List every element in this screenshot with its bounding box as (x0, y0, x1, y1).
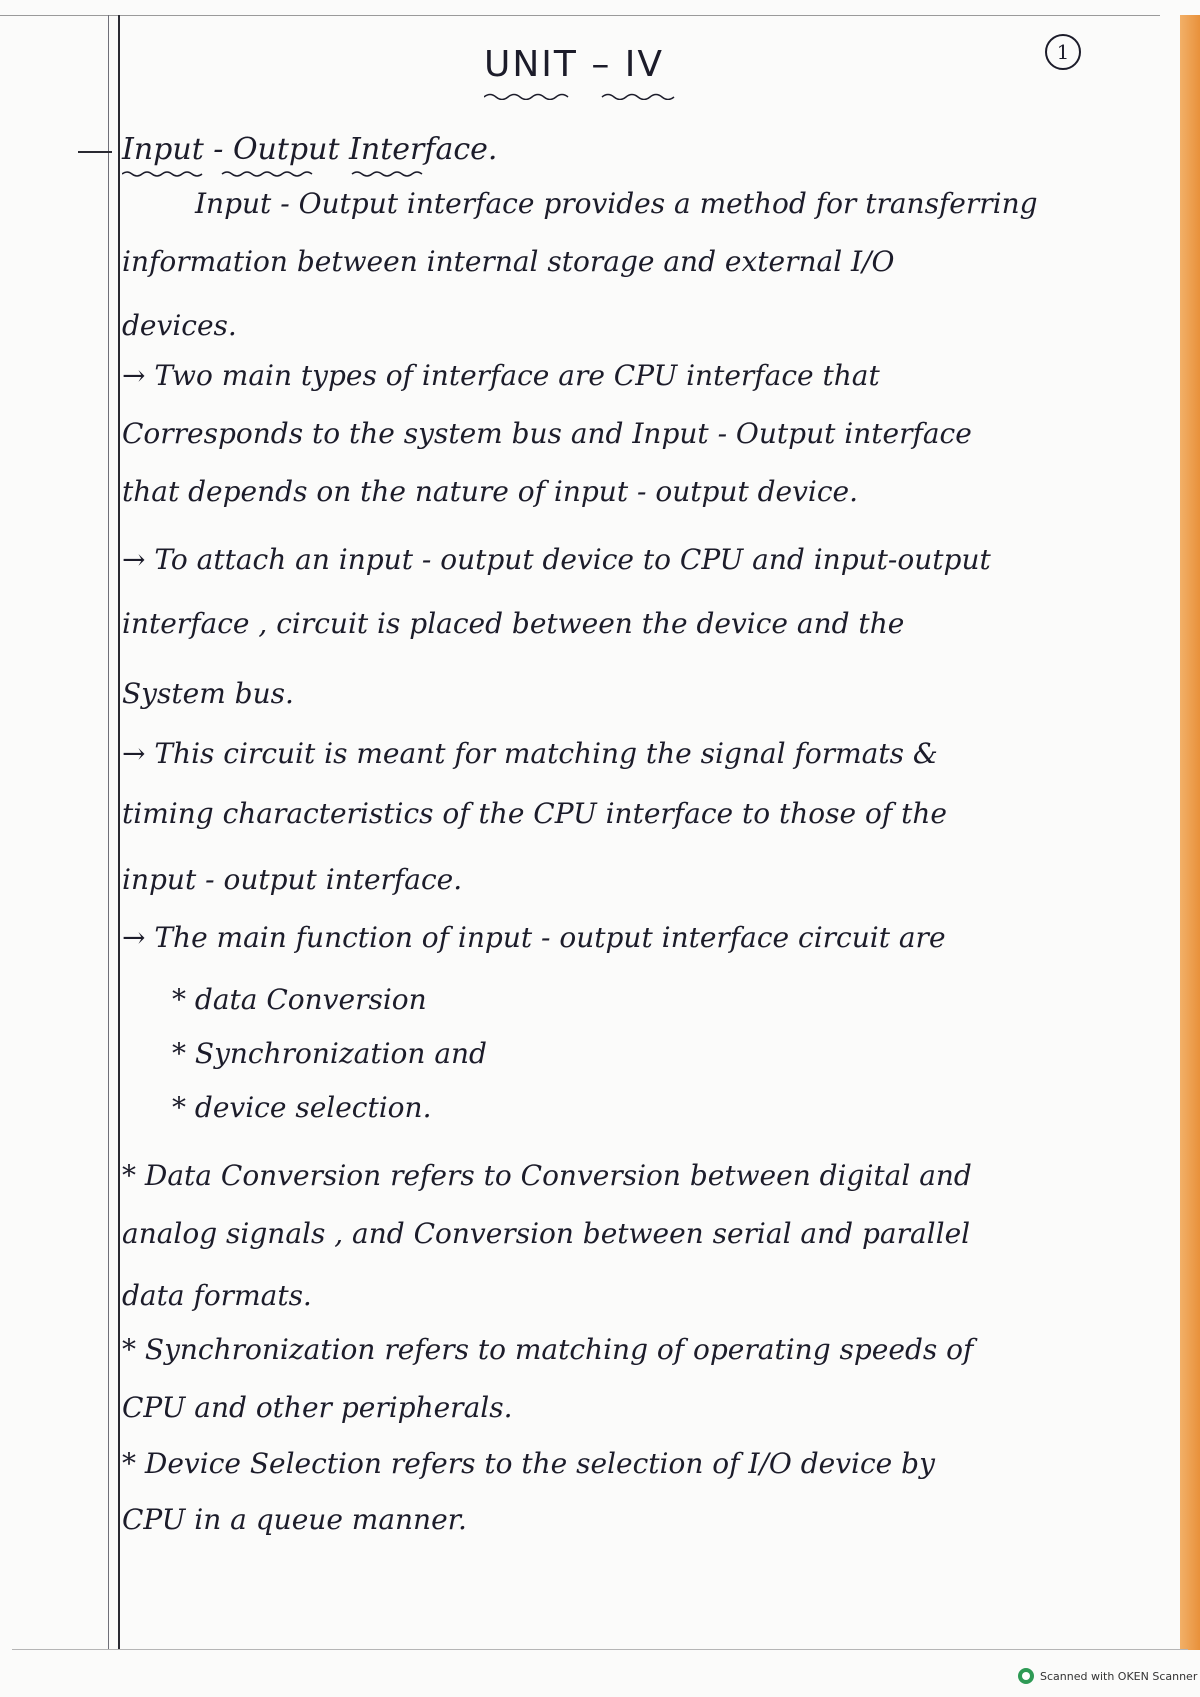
margin-dash (78, 151, 112, 153)
unit-title-underline (484, 92, 684, 100)
text-line: Input - Output interface provides a method for transferring (195, 187, 1038, 220)
list-item: * device selection. (172, 1091, 432, 1124)
text-line: → Two main types of interface are CPU interface that (122, 359, 880, 392)
unit-title: UNIT – IV (484, 44, 665, 85)
text-line: → To attach an input - output device to CPU and input-output (122, 543, 991, 576)
text-line: that depends on the nature of input - output device. (122, 475, 859, 508)
margin-line (118, 15, 120, 1650)
text-line: devices. (122, 309, 237, 342)
scanner-logo-icon (1018, 1668, 1034, 1684)
text-line: interface , circuit is placed between the device and the (122, 607, 905, 640)
section-heading-underline (122, 170, 477, 178)
top-rule (0, 15, 1160, 16)
text-line: CPU and other peripherals. (122, 1391, 513, 1424)
text-line: Corresponds to the system bus and Input - Output interface (122, 417, 972, 450)
text-line: * Device Selection refers to the selection of I/O device by (122, 1447, 935, 1480)
text-line: information between internal storage and external I/O (122, 245, 895, 278)
text-line: → This circuit is meant for matching the signal formats & (122, 737, 938, 770)
text-line: * Synchronization refers to matching of operating speeds of (122, 1333, 974, 1366)
text-line: input - output interface. (122, 863, 463, 896)
list-item: * data Conversion (172, 983, 427, 1016)
scanner-credit (1018, 1668, 1197, 1684)
page-number: 1 (1045, 34, 1081, 70)
text-line: data formats. (122, 1279, 312, 1312)
scanner-credit-text: Scanned with OKEN Scanner (1040, 1669, 1198, 1683)
page-edge-strip (1180, 15, 1200, 1650)
text-line: CPU in a queue manner. (122, 1503, 467, 1536)
text-line: * Data Conversion refers to Conversion between digital and (122, 1159, 972, 1192)
bottom-rule (12, 1649, 1188, 1650)
text-line: → The main function of input - output interface circuit are (122, 921, 946, 954)
text-line: analog signals , and Conversion between serial and parallel (122, 1217, 971, 1250)
text-line: timing characteristics of the CPU interface to those of the (122, 797, 947, 830)
list-item: * Synchronization and (172, 1037, 487, 1070)
section-heading: Input - Output Interface. (122, 132, 498, 167)
text-line: System bus. (122, 677, 294, 710)
margin-line-outer (108, 15, 109, 1650)
